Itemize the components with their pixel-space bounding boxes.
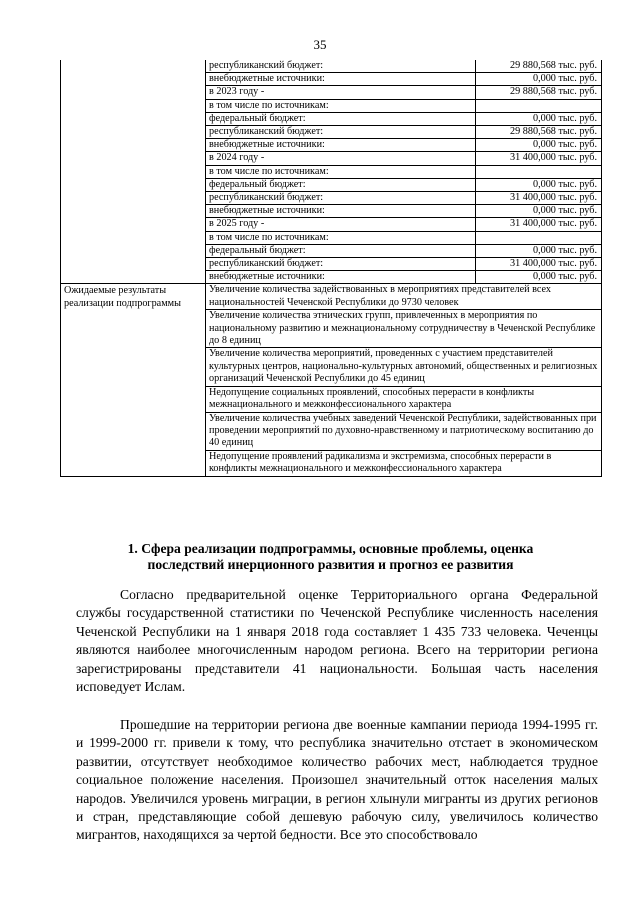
budget-row-label: федеральный бюджет: — [206, 244, 476, 257]
budget-row-label: республиканский бюджет: — [206, 192, 476, 205]
budget-row-label: республиканский бюджет: — [206, 258, 476, 271]
page-number: 35 — [313, 37, 327, 52]
body-paragraph: Согласно предварительной оценке Территориального органа Федеральной службы государственной статистики по Чеченской Республике численность населения Чеченской Республики на 1 января 2018 года составляет 1 435 733 человека. Чеченцы являются наиболее многочисленным народом региона. Всего на территории региона зарегистрированы представители 41 национальности. Большая часть населения исповедует Ислам. — [76, 587, 598, 695]
budget-row-value: 0,000 тыс. руб. — [476, 178, 602, 191]
budget-row-label: в том числе по источникам: — [206, 231, 476, 244]
budget-row-value: 31 400,000 тыс. руб. — [476, 152, 602, 165]
section-title-line: последствий инерционного развития и прогноз ее развития — [147, 557, 514, 572]
section-title-line: 1. Сфера реализации подпрограммы, основные проблемы, оценка — [127, 541, 534, 556]
results-label: Ожидаемые результаты реализации подпрограммы — [61, 284, 206, 476]
budget-row-label: внебюджетные источники: — [206, 139, 476, 152]
result-item: Увеличение количества этнических групп, привлеченных в мероприятия по национальному развитию и межнациональному сотрудничеству в Чеченской Республике до 8 единиц — [206, 310, 602, 348]
budget-row-value — [476, 231, 602, 244]
budget-row-label: республиканский бюджет: — [206, 126, 476, 139]
budget-row-value: 0,000 тыс. руб. — [476, 112, 602, 125]
budget-row-value: 29 880,568 тыс. руб. — [476, 60, 602, 73]
budget-row-value: 31 400,000 тыс. руб. — [476, 192, 602, 205]
budget-row-label: внебюджетные источники: — [206, 205, 476, 218]
budget-row-value — [476, 99, 602, 112]
budget-row-value: 31 400,000 тыс. руб. — [476, 258, 602, 271]
budget-row-label: в 2023 году - — [206, 86, 476, 99]
budget-row-value — [476, 165, 602, 178]
budget-row-value: 0,000 тыс. руб. — [476, 271, 602, 284]
budget-row-value: 29 880,568 тыс. руб. — [476, 126, 602, 139]
table-row — [61, 60, 602, 73]
budget-row-label: федеральный бюджет: — [206, 178, 476, 191]
budget-row-value: 0,000 тыс. руб. — [476, 244, 602, 257]
passport-table — [60, 60, 602, 477]
result-item: Увеличение количества учебных заведений Чеченской Республики, задействованных при проведении мероприятий по духовно-нравственному и патриотическому воспитанию до 40 единиц — [206, 412, 602, 450]
budget-row-label: в 2024 году - — [206, 152, 476, 165]
budget-row-value: 31 400,000 тыс. руб. — [476, 218, 602, 231]
budget-row-value: 0,000 тыс. руб. — [476, 139, 602, 152]
budget-row-value: 0,000 тыс. руб. — [476, 73, 602, 86]
body-paragraph: Прошедшие на территории региона две военные кампании периода 1994-1995 гг. и 1999-2000 гг. привели к тому, что республика значительно отстает в экономическом развитии, отсутствует необходимое количество рабочих мест, наблюдается трудное социальное положение населения. Произошел значительный отток населения малых народов. Увеличился уровень миграции, в регион хлынули мигранты из других регионов и стран, представляющие собой дешевую рабочую силу, увеличилось количество мигрантов, находящихся за чертой бедности. Все это способствовало — [76, 717, 598, 843]
budget-row-value: 29 880,568 тыс. руб. — [476, 86, 602, 99]
table-row — [61, 284, 602, 310]
budget-row-value: 0,000 тыс. руб. — [476, 205, 602, 218]
budget-row-label: в том числе по источникам: — [206, 99, 476, 112]
budget-row-label: в 2025 году - — [206, 218, 476, 231]
budget-row-label: внебюджетные источники: — [206, 271, 476, 284]
empty-label-cell — [61, 60, 206, 284]
budget-row-label: в том числе по источникам: — [206, 165, 476, 178]
result-item: Увеличение количества задействованных в мероприятиях представителей всех национальностей Чеченской Республики до 9730 человек — [206, 284, 602, 310]
result-item: Увеличение количества мероприятий, проведенных с участием представителей культурных центров, национально-культурных автономий, общественных и религиозных организаций Чеченской Республики до 45 единиц — [206, 348, 602, 386]
budget-row-label: внебюджетные источники: — [206, 73, 476, 86]
budget-row-label: федеральный бюджет: — [206, 112, 476, 125]
result-item: Недопущение проявлений радикализма и экстремизма, способных перерасти в конфликты межнационального и межконфессионального характера — [206, 450, 602, 476]
section-title — [60, 541, 601, 573]
result-item: Недопущение социальных проявлений, способных перерасти в конфликты межнационального и межконфессионального характера — [206, 386, 602, 412]
budget-row-label: республиканский бюджет: — [206, 60, 476, 73]
